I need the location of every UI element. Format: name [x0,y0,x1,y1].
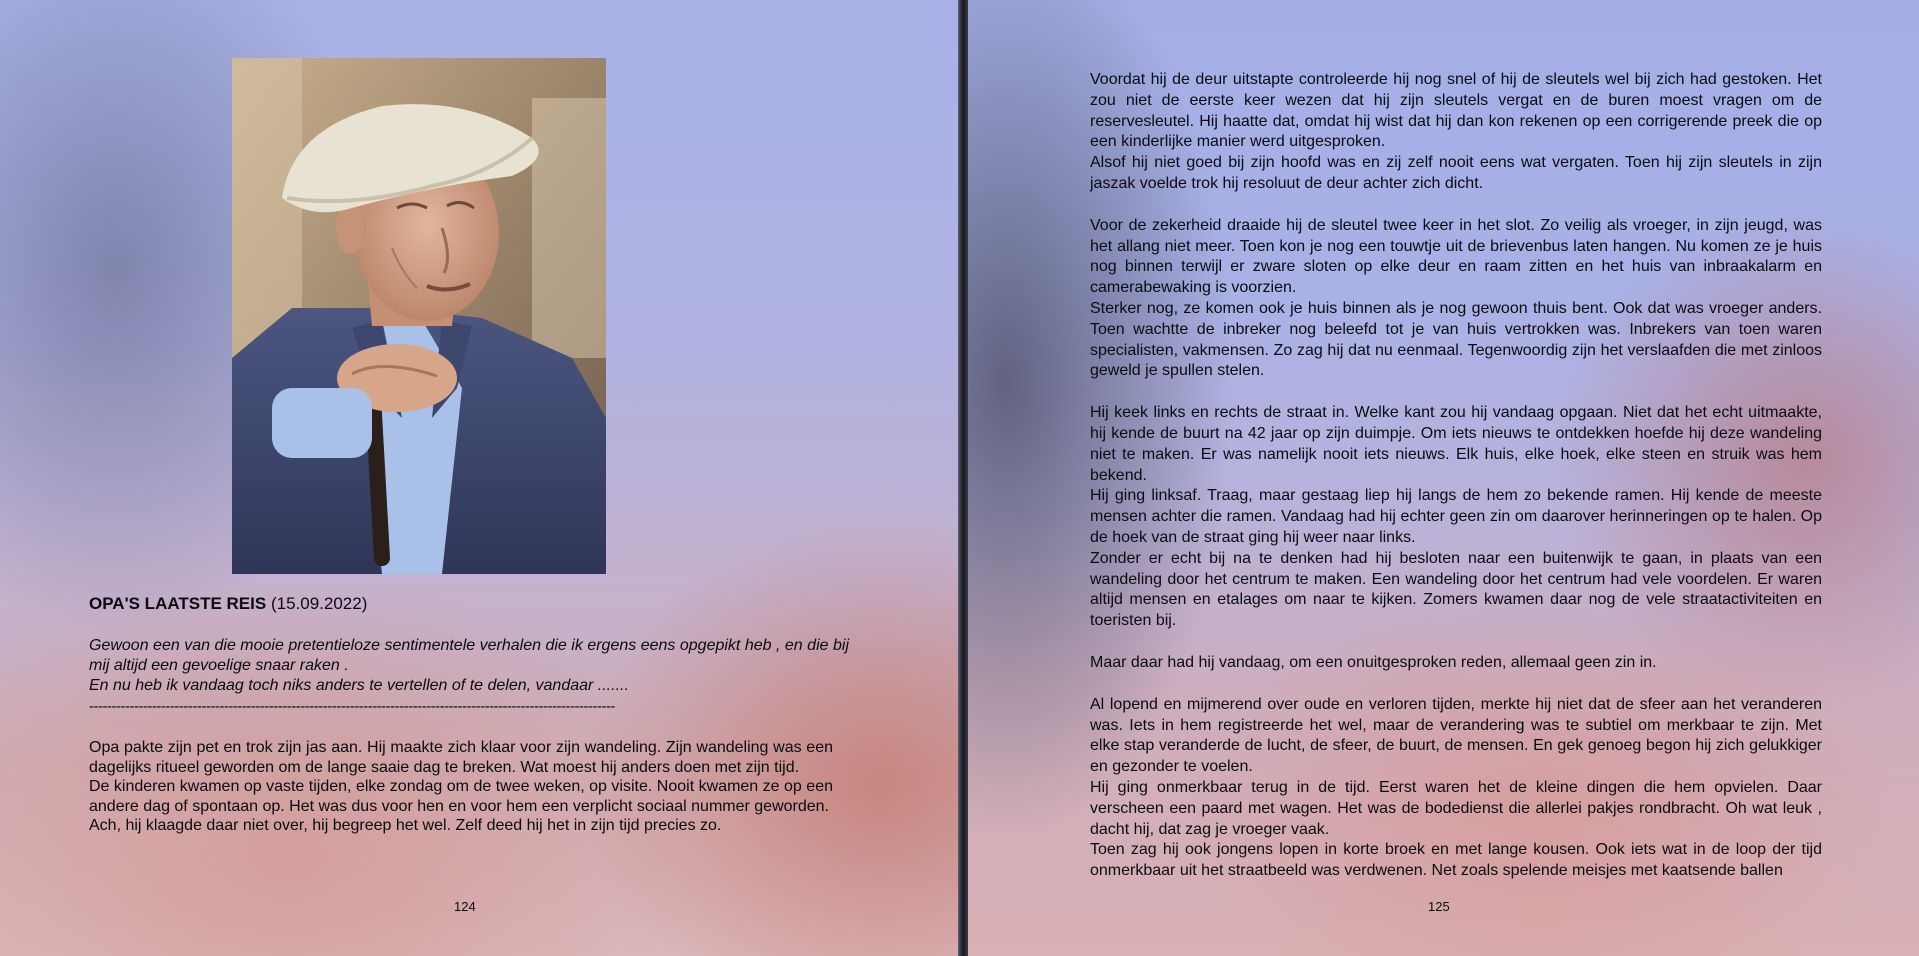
left-page [0,0,958,956]
paragraph: De kinderen kwamen op vaste tijden, elke zondag om de twee weken, op visite. Nooit kwamen ze op een andere dag of spontaan op. Het was dus voor hen en voor hem een verplicht sociaal nummer geworden. [89,778,833,815]
left-body-text [89,738,833,836]
book-spine [958,0,968,956]
page-number-right: 125 [1428,899,1450,914]
story-date: (15.09.2022) [270,594,368,613]
paragraph-gap [1090,674,1822,695]
portrait-illustration [232,58,606,574]
paragraph: Toen zag hij ook jongens lopen in korte broek en met lange kousen. Ook iets wat in de loop der tijd onmerkbaar uit het straatbeeld was verdwenen. Net zoals spelende meisjes met kaatsende ballen [1090,841,1822,880]
page-number-left: 124 [454,899,476,914]
paragraph: Ach, hij klaagde daar niet over, hij begreep het wel. Zelf deed hij het in zijn tijd precies zo. [89,817,722,834]
paragraph: Hij keek links en rechts de straat in. Welke kant zou hij vandaag opgaan. Niet dat het echt uitmaakte, hij kende de buurt na 42 jaar op zijn duimpje. Om iets nieuws te ontdekken hoefde hij deze wandeling niet te maken. Er was namelijk nooit iets nieuws. Elk huis, elke hoek, elke steen en struik was hem bekend. [1090,404,1822,484]
paragraph: Al lopend en mijmerend over oude en verloren tijden, merkte hij niet dat de sfeer aan het veranderen was. Iets in hem registreerde het wel, maar de verandering was te subtiel om merkbaar te zijn. Met elke stap veranderde de lucht, de sfeer, de buurt, de mensen. En gek genoeg begon hij zich gelukkiger en gezonder te voelen. [1090,695,1822,776]
right-page [968,0,1919,956]
intro-line: Gewoon een van die mooie pretentieloze sentimentele verhalen die ik ergens eens opgepikt heb , en die bij mij altijd een gevoelige snaar raken . [89,637,849,674]
paragraph: Opa pakte zijn pet en trok zijn jas aan. Hij maakte zich klaar voor zijn wandeling. Zijn wandeling was een dagelijks ritueel geworden om de lange saaie dag te breken. Wat moest hij anders doen met zijn tijd. [89,739,833,776]
paragraph-gap [1090,382,1822,403]
portrait-photo [232,58,606,574]
intro-text [89,636,849,696]
paragraph-gap [1090,632,1822,653]
dashed-separator: --------------------------------------------------------------------------------------------------------------------- [89,698,615,715]
paragraph: Hij ging linksaf. Traag, maar gestaag liep hij langs de hem zo bekende ramen. Hij kende de meeste mensen achter die ramen. Vandaag had hij echter geen zin om daarover herinneringen op te halen. Op de hoek van de straat ging hij weer naar links. [1090,487,1822,546]
paragraph: Voor de zekerheid draaide hij de sleutel twee keer in het slot. Zo veilig als vroeger, in zijn jeugd, was het allang niet meer. Toen kon je nog een touwtje uit de brievenbus laten hangen. Nu komen ze je huis nog binnen terwijl er zware sloten op elke deur en raam zitten en het huis van inbraakalarm en camerabewaking is voorzien. [1090,216,1822,297]
story-title-text: OPA'S LAATSTE REIS [89,594,267,613]
paragraph-gap [1090,195,1822,216]
story-title [89,594,367,614]
paragraph: Zonder er echt bij na te denken had hij besloten naar een buitenwijk te gaan, in plaats van een wandeling door het centrum te maken. Een wandeling door het centrum had vele voordelen. Er waren altijd mensen en etalages om naar te kijken. Zomers kwamen daar nog de vele straatactiviteiten en toeristen bij. [1090,549,1822,630]
paragraph: Hij ging onmerkbaar terug in de tijd. Eerst waren het de kleine dingen die hem opvielen. Daar verscheen een paard met wagen. Het was de bodedienst die allerlei pakjes rondbracht. Oh wat leuk , dacht hij, dat zag je vroeger vaak. [1090,778,1822,838]
paragraph: Sterker nog, ze komen ook je huis binnen als je nog gewoon thuis bent. Ook dat was vroeger anders. Toen wachtte de inbreker nog beleefd tot je van huis vertrokken was. Inbrekers van toen waren specialisten, vakmensen. Zo zag hij dat nu eenmaal. Tegenwoordig zijn het verslaafden die met zinloos geweld je spullen stelen. [1090,299,1822,380]
paragraph: Maar daar had hij vandaag, om een onuitgesproken reden, allemaal geen zin in. [1090,653,1657,671]
paragraph: Alsof hij niet goed bij zijn hoofd was en zij zelf nooit eens wat vergaten. Toen hij zijn sleutels in zijn jaszak voelde trok hij resoluut de deur achter zich dicht. [1090,154,1822,192]
right-body-text [1090,70,1822,882]
paragraph: Voordat hij de deur uitstapte controleerde hij nog snel of hij de sleutels wel bij zich had gestoken. Het zou niet de eerste keer wezen dat hij zijn sleutels vergat en de buren moest vragen om de reservesleutel. Hij haatte dat, omdat hij wist dat hij dan kon rekenen op een corrigerende preek die op een kinderlijke manier werd uitgesproken. [1090,71,1822,151]
intro-line: En nu heb ik vandaag toch niks anders te vertellen of te delen, vandaar ....... [89,677,629,694]
